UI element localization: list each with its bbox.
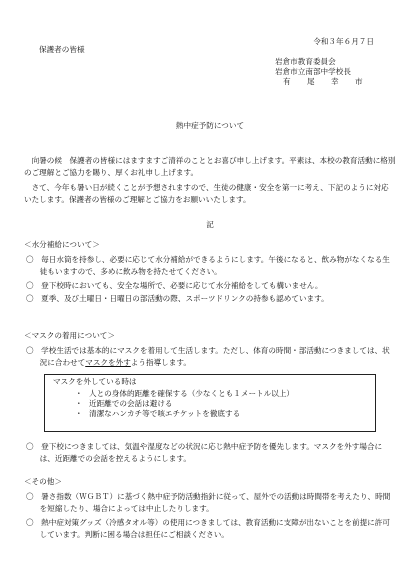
mask-off-underlined: マスクを外す [85, 357, 131, 367]
water-item-2: 〇 登下校時においても、安全な場所で、必要に応じて水分補給をしても構いません。 [26, 281, 323, 290]
other-item-1: 〇 暑さ指数（ＷＧＢＴ）に基づく熱中症予防活動指針に従って、屋外での活動は時間帯を考えたり、時間を短縮したり、場合によっては中止したりします。 [26, 492, 391, 513]
sender-block [275, 58, 370, 88]
mask-off-rule-3-text: 清潔なハンカチ等で咳エチケットを徹底する [89, 409, 241, 418]
bullet: ・ [75, 389, 83, 398]
mask-off-box [44, 374, 376, 432]
bullet: ・ [75, 399, 83, 408]
sender-board: 岩倉市教育委員会 [275, 57, 336, 66]
water-item-1: 〇 毎日水筒を持参し、必要に応じて水分補給ができるようにします。午後になると、飲み物がなくなる生徒もいますので、多めに飲み物を持たせてください。 [26, 255, 390, 276]
intro-paragraph-1: 向暑の候 保護者の皆様にはますますご清祥のこととお喜び申し上げます。平素は、本校の教育活動に格別のご理解とご協力を賜り、厚くお礼申し上げます。 [24, 156, 396, 177]
document-date: 令和３年６月７日 [313, 37, 374, 46]
other-section-heading: ＜その他＞ [24, 477, 62, 486]
mask-off-rule-2-text: 近距離での会話は避ける [89, 399, 173, 408]
other-item-2: 〇 熱中症対策グッズ（冷感タオル等）の使用につきましては、教育活動に支障が出ないことを前提に許可しています。判断に困る場合は担任にご相談ください。 [26, 518, 390, 539]
mask-off-box-title: マスクを外している時は [53, 377, 137, 386]
water-item-3: 〇 夏季、及び土曜日・日曜日の部活動の際、スポーツドリンクの持参も認めています。 [26, 294, 329, 303]
mask-item-1-end: よう指導します。 [130, 357, 191, 367]
principal-name: 有 尾 幸 市 [283, 77, 370, 86]
mask-item-1-text: 〇 学校生活では基本的にマスクを着用して生活します。ただし、体育の時間・部活動につきましては、状況に合わせて [26, 346, 390, 367]
water-section-heading: ＜水分補給について＞ [24, 240, 100, 249]
mask-off-rule-1-text: 人との身体的距離を確保する（少なくとも１メートル以上） [89, 389, 295, 398]
recipient: 保護者の皆様 [39, 45, 85, 54]
mask-section-heading: ＜マスクの着用について＞ [24, 331, 115, 340]
bullet: ・ [75, 409, 83, 418]
mask-item-1 [26, 345, 396, 369]
intro-paragraph-2: さて、今年も暑い日が続くことが予想されますので、生徒の健康・安全を第一に考え、下記のように対応いたします。保護者の皆様のご理解とご協力をお願いいたします。 [24, 183, 389, 204]
mask-item-2: 〇 登下校につきましては、気温や湿度などの状況に応じ熱中症予防を優先します。マスクを外す場合には、近距離での会話を控えるようにします。 [26, 442, 383, 463]
document-title: 熱中症予防について [175, 121, 245, 130]
mask-off-rule-3 [53, 410, 367, 420]
sender-school: 岩倉市立南部中学校長 [275, 67, 351, 76]
ki-marker: 記 [206, 220, 214, 229]
